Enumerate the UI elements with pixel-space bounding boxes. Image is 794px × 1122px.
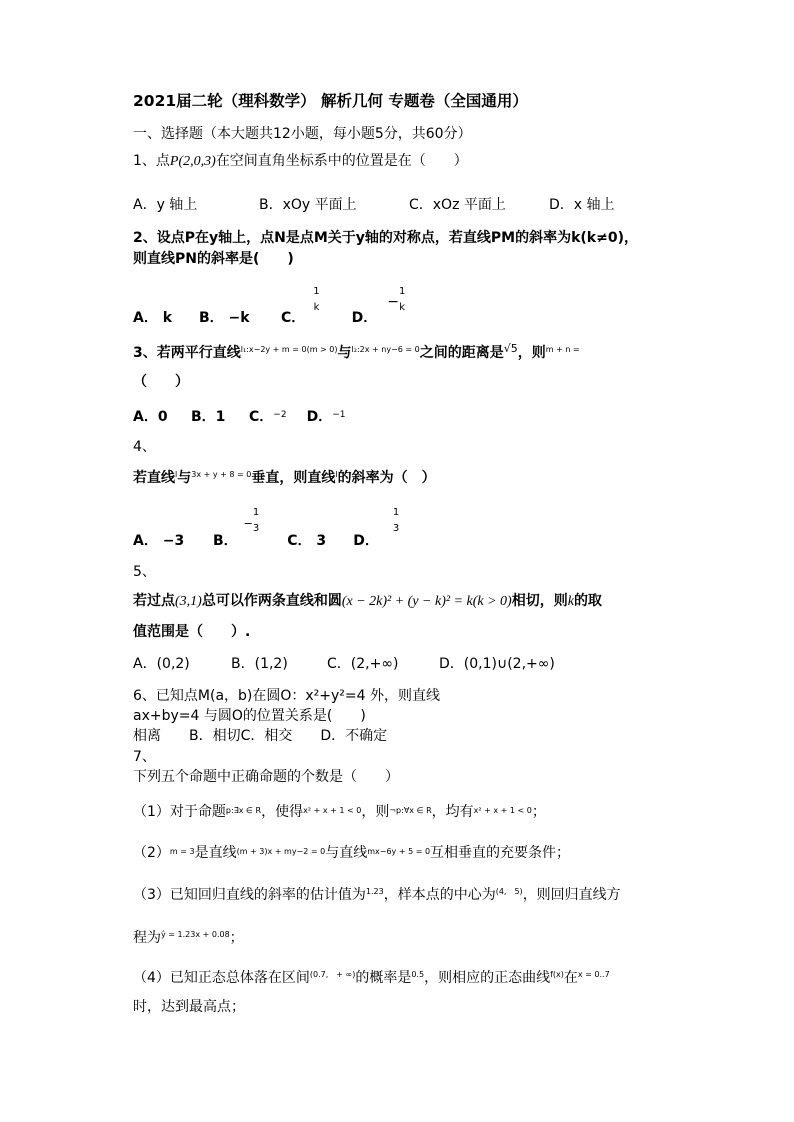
q3-line-l1: l₁:x−2y + m = 0(m > 0) — [240, 345, 338, 354]
q1-option-b: B．xOy 平面上 — [259, 197, 357, 213]
question-3-line-2: （ ） — [133, 374, 189, 390]
question-1-options — [133, 196, 615, 214]
q2-option-b: B． −k — [199, 310, 250, 326]
question-7-stem: 下列五个命题中正确命题的个数是（ ） — [133, 769, 399, 785]
question-5-options — [133, 655, 555, 673]
question-7-number: 7、 — [133, 749, 156, 765]
statement-1: （1）对于命题$^{p:\exists x \in R}$，使得$^{x^2 + x + 1 < 0}$，则$^{\neg p:\forall x \in R}$，均有$^{x^2 + x + 1 < 0}$； — [133, 804, 546, 820]
question-2-line-1: 2、设点P在y轴上，点N是点M关于y轴的对称点，若直线PM的斜率为k(k≠0)， — [133, 230, 638, 246]
q3-option-d-value: −1 — [332, 410, 346, 420]
q2-option-d-label: D． — [351, 310, 378, 326]
question-5-stem: 若过点(3,1)总可以作两条直线和圆(x − 2k)² + (y − k)² = k(k > 0)相切，则k的取 — [133, 593, 602, 609]
question-4-stem: 若直线$^l$与$^{3x + y + 8 = 0}$垂直，则直线$^l$的斜率为（ ） — [133, 470, 436, 486]
q5-option-b: B．(1,2) — [231, 656, 288, 672]
q4-option-d-label: D． — [353, 533, 379, 549]
q1-option-a: A．y 轴上 — [133, 197, 198, 213]
q4-line: 3x + y + 8 = 0 — [191, 470, 252, 479]
question-4-number: 4、 — [133, 439, 156, 455]
q5-option-d: D．(0,1)∪(2,+∞) — [439, 656, 555, 672]
q2-option-c-label: C． — [281, 310, 306, 326]
q4-option-d-fraction: 1 3 — [392, 507, 400, 534]
q3-option-b: B．1 — [191, 409, 226, 425]
q1-option-c: C．xOz 平面上 — [409, 197, 506, 213]
statement-3-line-1: （3）已知回归直线的斜率的估计值为$^{1.23}$，样本点的中心为$^{(4, 5)}$，则回归直线方 — [133, 887, 621, 903]
question-6-options: 相离 B．相切C．相交 D．不确定 — [133, 728, 388, 744]
question-6-line-1: 6、已知点M(a，b)在圆O：x²+y²=4 外，则直线 — [133, 688, 441, 704]
q5-option-c: C．(2,+∞) — [327, 656, 399, 672]
question-3-stem: 3、若两平行直线$^{l_1:x-2y + m = 0(m > 0)}$与$^{l_2:2x + ny-6 = 0}$之间的距离是$^{√5}$，则$^{m + n =}$ — [133, 342, 580, 361]
question-2-options: A． k B． −k C． 1 k D．− 1 k — [133, 286, 406, 326]
q2-option-a: A． k — [133, 310, 173, 326]
q4-option-a: A． −3 — [133, 533, 185, 549]
statement-3-line-2: 程为$^{ŷ = 1.23x + 0.08}$； — [133, 930, 244, 946]
q3-option-a: A．0 — [133, 409, 168, 425]
question-3-options — [133, 408, 345, 428]
question-1-stem: 1、点P(2,0,3)在空间直角坐标系中的位置是在（ ） — [133, 153, 468, 169]
q2-option-c-fraction: 1 k — [313, 286, 320, 313]
statement-4-line-2: 时，达到最高点； — [133, 999, 245, 1015]
q5-option-a: A．(0,2) — [133, 656, 190, 672]
q3-option-c-value: −2 — [273, 410, 287, 420]
q4-option-c: C． 3 — [287, 533, 327, 549]
q4-option-b-label: B． — [213, 533, 238, 549]
section-heading: 一、选择题（本大题共12小题，每小题5分，共60分） — [133, 126, 472, 142]
q4-option-b-fraction: 1 3 — [252, 507, 260, 534]
q5-circle-equation: (x − 2k)² + (y − k)² = k(k > 0) — [341, 594, 512, 609]
question-5-line-2: 值范围是（ ）. — [133, 624, 251, 640]
question-5-number: 5、 — [133, 564, 156, 580]
q1-option-d: D．x 轴上 — [549, 197, 615, 213]
q3-expression: m + n = — [545, 345, 580, 354]
question-2-line-2: 则直线PN的斜率是( ) — [133, 251, 294, 267]
question-6-line-2: ax+by=4 与圆O的位置关系是( ) — [133, 708, 366, 724]
q3-option-c-label: C． — [249, 409, 274, 425]
statement-2: $(2)^{m = 3}$是直线$^{(m + 3)x + my-2 = 0}$与直线$^{mx-6y + 5 = 0}$互相垂直的充要条件； — [133, 845, 571, 861]
question-4-options: A． −3 B．− 1 3 C． 3 D． 1 3 — [133, 507, 400, 549]
q1-point: P(2,0,3) — [169, 154, 216, 169]
statement-4-line-1: （4）已知正态总体落在区间$^{(0.7, + \infty)}$的概率是$^{0.5}$，则相应的正态曲线$^{f(x)}$在$^{x = 0..7}$ — [133, 970, 610, 986]
page-title: 2021届二轮（理科数学） 解析几何 专题卷（全国通用） — [133, 92, 528, 110]
q2-option-d-fraction: 1 k — [399, 286, 406, 313]
q3-distance: √5 — [503, 342, 518, 355]
q5-point: (3,1) — [175, 594, 202, 609]
q3-line-l2: l₂:2x + ny−6 = 0 — [351, 345, 420, 354]
q3-option-d-label: D． — [306, 409, 333, 425]
